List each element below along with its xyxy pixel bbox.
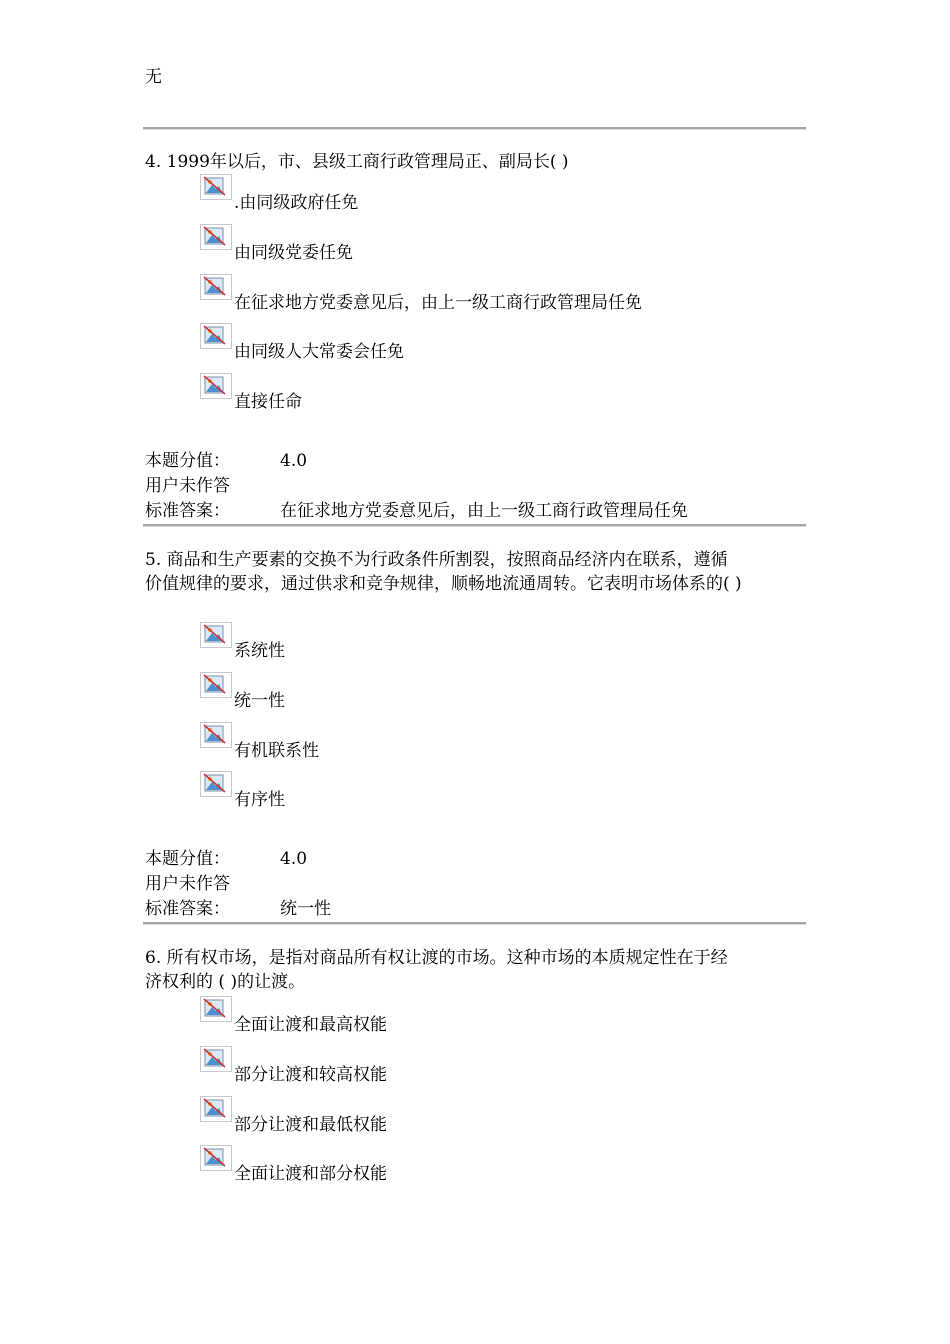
question-5-line-1: 5. 商品和生产要素的交换不为行政条件所割裂，按照商品经济内在联系，遵循 [145, 550, 728, 570]
broken-image-icon[interactable] [200, 1046, 232, 1072]
option-label: 由同级党委任免 [234, 243, 353, 263]
score-value: 4.0 [280, 451, 308, 471]
question-6-line-2: 济权利的 ( )的让渡。 [145, 972, 306, 992]
score-label: 本题分值： [145, 849, 230, 869]
score-label: 本题分值： [145, 451, 230, 471]
answer-label: 标准答案： [145, 501, 230, 521]
user-status: 用户未作答 [145, 874, 230, 894]
option-label: 全面让渡和部分权能 [234, 1164, 387, 1184]
option-label: 有序性 [234, 790, 285, 810]
broken-image-icon[interactable] [200, 1145, 232, 1171]
previous-answer-text: 无 [145, 67, 162, 87]
option-label: 系统性 [234, 641, 285, 661]
option-label: 由同级人大常委会任免 [234, 342, 404, 362]
question-5-line-2: 价值规律的要求，通过供求和竞争规律，顺畅地流通周转。它表明市场体系的( ) [145, 574, 742, 594]
broken-image-icon[interactable] [200, 274, 232, 300]
divider [143, 127, 806, 130]
score-value: 4.0 [280, 849, 308, 869]
broken-image-icon[interactable] [200, 672, 232, 698]
user-status: 用户未作答 [145, 476, 230, 496]
question-6-line-1: 6. 所有权市场，是指对商品所有权让渡的市场。这种市场的本质规定性在于经 [145, 948, 728, 968]
broken-image-icon[interactable] [200, 174, 232, 200]
broken-image-icon[interactable] [200, 224, 232, 250]
option-label: 有机联系性 [234, 741, 319, 761]
broken-image-icon[interactable] [200, 323, 232, 349]
option-label: 部分让渡和较高权能 [234, 1065, 387, 1085]
option-label: 直接任命 [234, 392, 302, 412]
option-label: 统一性 [234, 691, 285, 711]
divider [143, 524, 806, 527]
divider [143, 922, 806, 925]
answer-value: 统一性 [280, 899, 331, 919]
answer-value: 在征求地方党委意见后，由上一级工商行政管理局任免 [280, 501, 688, 521]
broken-image-icon[interactable] [200, 373, 232, 399]
option-label: 部分让渡和最低权能 [234, 1115, 387, 1135]
option-label: 在征求地方党委意见后，由上一级工商行政管理局任免 [234, 293, 642, 313]
question-4-text: 4. 1999年以后，市、县级工商行政管理局正、副局长( ) [145, 152, 569, 172]
answer-label: 标准答案： [145, 899, 230, 919]
broken-image-icon[interactable] [200, 722, 232, 748]
broken-image-icon[interactable] [200, 771, 232, 797]
broken-image-icon[interactable] [200, 996, 232, 1022]
option-label: .由同级政府任免 [234, 193, 359, 213]
question-6-text [145, 946, 807, 994]
question-5-text [145, 548, 807, 596]
broken-image-icon[interactable] [200, 622, 232, 648]
broken-image-icon[interactable] [200, 1096, 232, 1122]
option-label: 全面让渡和最高权能 [234, 1015, 387, 1035]
